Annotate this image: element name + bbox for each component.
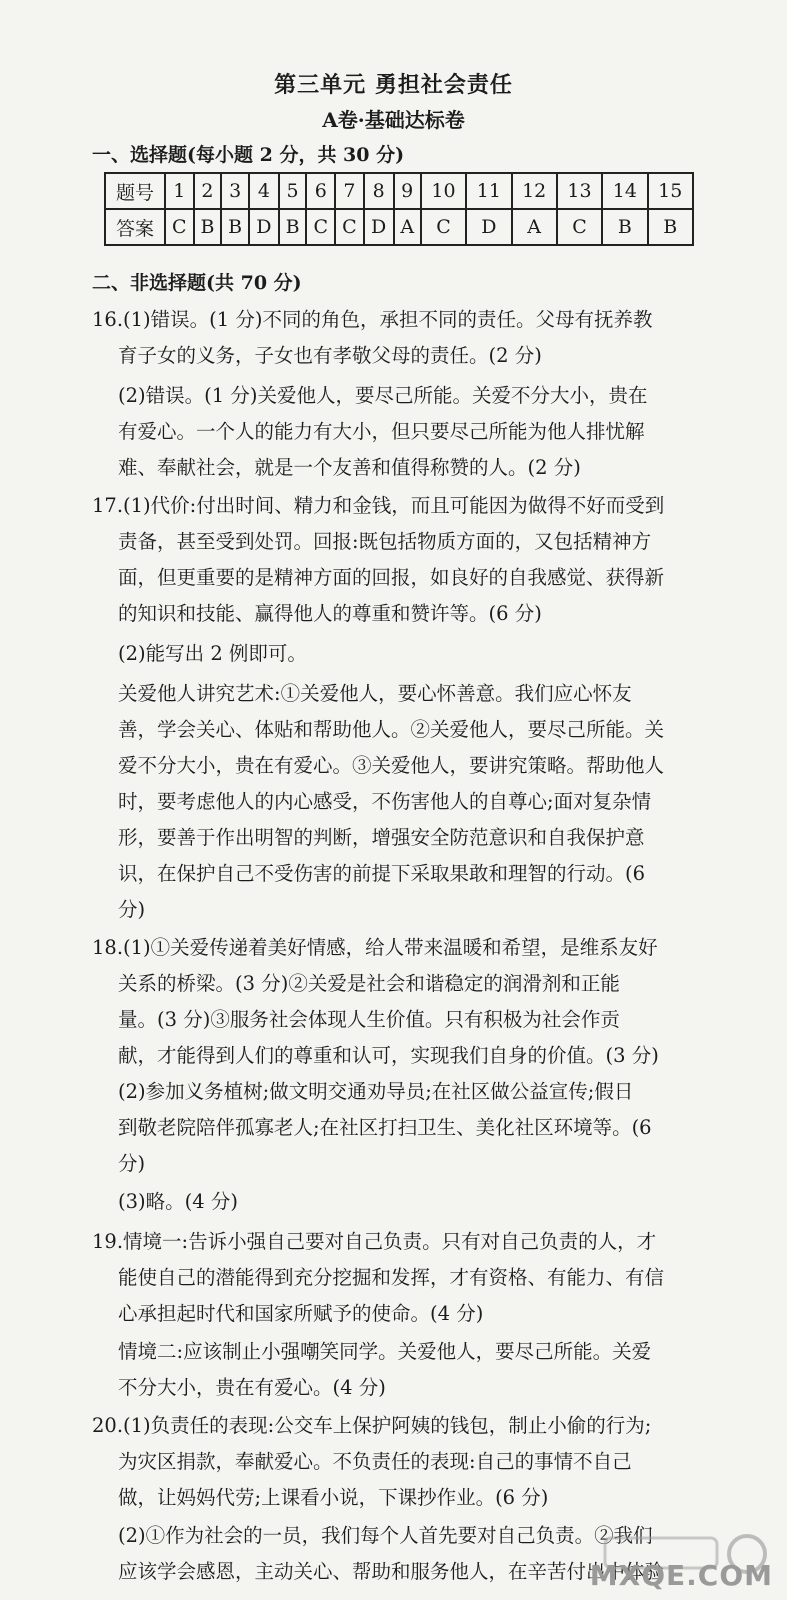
- answer-cell: C: [421, 209, 466, 245]
- answer-line: 的知识和技能、赢得他人的尊重和赞许等。(6 分): [118, 602, 542, 625]
- unit-title: 第三单元 勇担社会责任: [274, 72, 513, 98]
- answer-line: 时，要考虑他人的内心感受，不伤害他人的自尊心;面对复杂情: [118, 790, 652, 813]
- answer-line: 量。(3 分)③服务社会体现人生价值。只有积极为社会作贡: [118, 1008, 620, 1031]
- answer-line: 为灾区捐款，奉献爱心。不负责任的表现:自己的事情不自己: [118, 1450, 632, 1473]
- answer-line: 识，在保护自己不受伤害的前提下采取果敢和理智的行动。(6: [118, 862, 646, 885]
- question-number: 5: [279, 173, 307, 209]
- question-number: 11: [466, 173, 511, 209]
- question-number: 8: [364, 173, 394, 209]
- question-number: 15: [648, 173, 693, 209]
- answer-cell: C: [306, 209, 335, 245]
- answer-cell: B: [194, 209, 222, 245]
- question-number: 1: [165, 173, 194, 209]
- section-heading-choice: 一、选择题(每小题 2 分，共 30 分): [92, 144, 405, 166]
- answer-line: 19.情境一:告诉小强自己要对自己负责。只有对自己负责的人，才: [92, 1230, 657, 1253]
- question-number: 4: [249, 173, 279, 209]
- answer-cell: A: [394, 209, 421, 245]
- watermark-text: MXQE.COM: [589, 1559, 773, 1592]
- answer-line: (2)能写出 2 例即可。: [118, 642, 307, 665]
- answer-cell: B: [279, 209, 307, 245]
- answer-line: 责备，甚至受到处罚。回报:既包括物质方面的，又包括精神方: [118, 530, 652, 553]
- question-number-row: [105, 173, 693, 209]
- answer-line: 有爱心。一个人的能力有大小，但只要尽己所能为他人排忧解: [118, 420, 645, 443]
- answer-line: 关爱他人讲究艺术:①关爱他人，要心怀善意。我们应心怀友: [118, 682, 632, 705]
- answer-line: 不分大小，贵在有爱心。(4 分): [118, 1376, 386, 1399]
- answer-line: 难、奉献社会，就是一个友善和值得称赞的人。(2 分): [118, 456, 581, 479]
- answer-line: 到敬老院陪伴孤寡老人;在社区打扫卫生、美化社区环境等。(6: [118, 1116, 652, 1139]
- answer-line: (2)参加义务植树;做文明交通劝导员;在社区做公益宣传;假日: [118, 1080, 634, 1103]
- table-row-label: 答案: [105, 209, 165, 245]
- answer-line: 面，但更重要的是精神方面的回报，如良好的自我感觉、获得新: [118, 566, 665, 589]
- question-number: 6: [306, 173, 335, 209]
- answer-line: 分): [118, 898, 146, 921]
- answer-line: 关系的桥梁。(3 分)②关爱是社会和谐稳定的润滑剂和正能: [118, 972, 620, 995]
- answer-cell: B: [602, 209, 647, 245]
- answer-line: 献，才能得到人们的尊重和认可，实现我们自身的价值。(3 分): [118, 1044, 659, 1067]
- answer-line: 爱不分大小，贵在有爱心。③关爱他人，要讲究策略。帮助他人: [118, 754, 665, 777]
- answer-row: [105, 209, 693, 245]
- answer-cell: D: [466, 209, 511, 245]
- question-number: 14: [602, 173, 647, 209]
- section-heading-nonchoice: 二、非选择题(共 70 分): [92, 272, 302, 294]
- answer-line: 18.(1)①关爱传递着美好情感，给人带来温暖和希望，是维系友好: [92, 936, 658, 959]
- question-number: 10: [421, 173, 466, 209]
- answer-line: 20.(1)负责任的表现:公交车上保护阿姨的钱包，制止小偷的行为;: [92, 1414, 652, 1437]
- question-number: 7: [335, 173, 364, 209]
- question-number: 13: [557, 173, 602, 209]
- answer-cell: C: [557, 209, 602, 245]
- question-number: 9: [394, 173, 421, 209]
- question-number: 3: [221, 173, 249, 209]
- answer-line: 育子女的义务，子女也有孝敬父母的责任。(2 分): [118, 344, 542, 367]
- answer-line: 善，学会关心、体贴和帮助他人。②关爱他人，要尽己所能。关: [118, 718, 665, 741]
- answer-line: 能使自己的潜能得到充分挖掘和发挥，才有资格、有能力、有信: [118, 1266, 665, 1289]
- answer-line: (2)①作为社会的一员，我们每个人首先要对自己负责。②我们: [118, 1524, 653, 1547]
- question-number: 12: [512, 173, 557, 209]
- answer-table: [104, 172, 694, 246]
- answer-cell: A: [512, 209, 557, 245]
- answer-cell: B: [221, 209, 249, 245]
- answer-line: (3)略。(4 分): [118, 1190, 238, 1213]
- answer-cell: C: [165, 209, 194, 245]
- answer-line: 16.(1)错误。(1 分)不同的角色，承担不同的责任。父母有抚养教: [92, 308, 653, 331]
- answer-line: 17.(1)代价:付出时间、精力和金钱，而且可能因为做得不好而受到: [92, 494, 665, 517]
- answer-line: 分): [118, 1152, 146, 1175]
- answer-line: 形，要善于作出明智的判断，增强安全防范意识和自我保护意: [118, 826, 645, 849]
- answer-cell: C: [335, 209, 364, 245]
- paper-title: A卷·基础达标卷: [322, 108, 465, 132]
- answer-line: 应该学会感恩，主动关心、帮助和服务他人，在辛苦付出中体验: [118, 1560, 665, 1583]
- answer-line: (2)错误。(1 分)关爱他人，要尽己所能。关爱不分大小，贵在: [118, 384, 648, 407]
- answer-line: 做，让妈妈代劳;上课看小说，下课抄作业。(6 分): [118, 1486, 549, 1509]
- answer-line: 情境二:应该制止小强嘲笑同学。关爱他人，要尽己所能。关爱: [118, 1340, 652, 1363]
- answer-cell: D: [249, 209, 279, 245]
- answer-cell: D: [364, 209, 394, 245]
- answer-line: 心承担起时代和国家所赋予的使命。(4 分): [118, 1302, 484, 1325]
- answer-cell: B: [648, 209, 693, 245]
- question-number: 2: [194, 173, 222, 209]
- table-row-label: 题号: [105, 173, 165, 209]
